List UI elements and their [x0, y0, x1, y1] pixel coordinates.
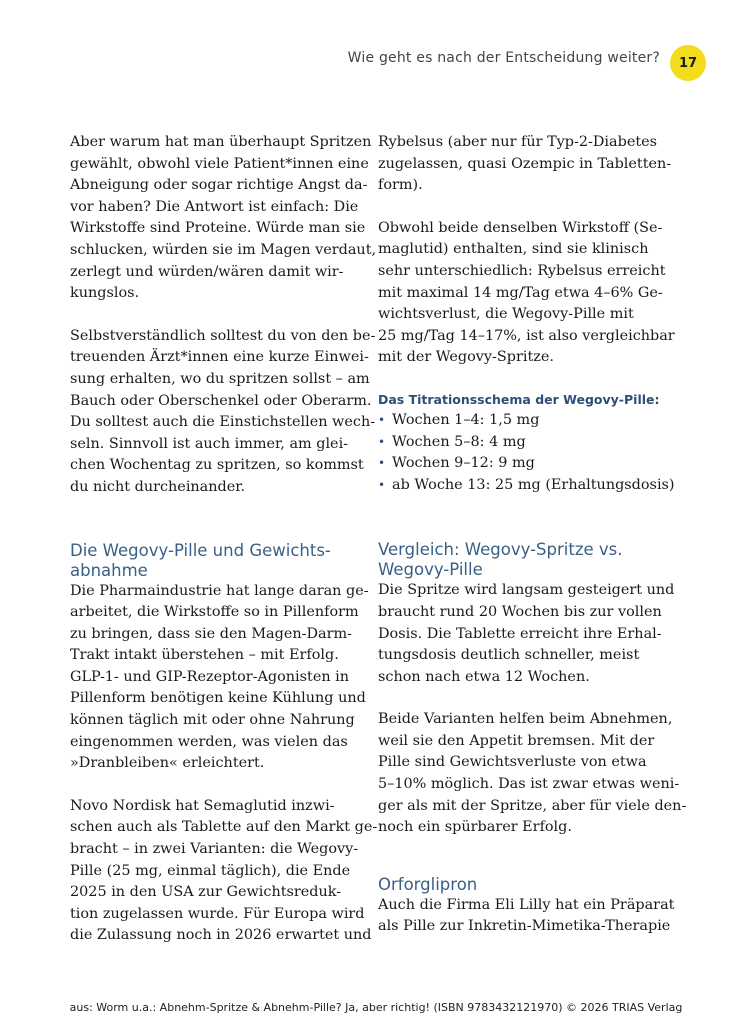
text-line: 25 mg/Tag 14–17%, ist also vergleichbar [378, 327, 675, 344]
list-item-text: Wochen 1–4: 1,5 mg [392, 411, 540, 428]
bullet-icon: • [378, 456, 386, 471]
text-line: gewählt, obwohl viele Patient*innen eine [70, 155, 369, 172]
text-line: maglutid) enthalten, sind sie klinisch [378, 241, 649, 258]
titration-schema [378, 390, 674, 496]
text-line: als Pille zur Inkretin-Mimetika-Therapie [378, 918, 671, 935]
text-line: Rybelsus (aber nur für Typ-2-Diabetes [378, 134, 658, 150]
text-line: Trakt intakt überstehen – mit Erfolg. [70, 647, 339, 664]
text-line: seln. Sinnvoll ist auch immer, am glei- [70, 435, 349, 452]
text-line: tion zugelassen wurde. Für Europa wird [70, 905, 365, 922]
text-line: mit maximal 14 mg/Tag etwa 4–6% Ge- [378, 284, 663, 301]
paragraph-dosing-speed [378, 580, 674, 688]
text-line: Novo Nordisk hat Semaglutid inzwi- [70, 797, 335, 814]
text-line: Die Spritze wird langsam gesteigert und [378, 582, 675, 599]
bullet-icon: • [378, 412, 386, 427]
text-line: Obwohl beide denselben Wirkstoff (Se- [378, 219, 663, 236]
text-line: chen Wochentag zu spritzen, so kommst [70, 457, 364, 474]
text-line: sung erhalten, wo du spritzen sollst – am [70, 370, 370, 387]
text-line: zu bringen, dass sie den Magen-Darm- [70, 625, 352, 642]
text-line: treuenden Ärzt*innen eine kurze Einwei- [70, 349, 369, 366]
section-heading-wegovy-pill [70, 541, 366, 581]
left-column [70, 132, 378, 968]
text-line: braucht rund 20 Wochen bis zur vollen [378, 603, 662, 620]
text-line: arbeitet, die Wirkstoffe so in Pillenform [70, 604, 359, 621]
text-line: bracht – in zwei Varianten: die Wegovy- [70, 841, 359, 858]
text-line: die Zulassung noch in 2026 erwartet und [70, 927, 372, 944]
text-line: weil sie den Appetit bremsen. Mit der [378, 732, 655, 749]
text-line: können täglich mit oder ohne Nahrung [70, 712, 355, 729]
text-line: Pille sind Gewichtsverluste von etwa [378, 754, 647, 771]
text-line: tungsdosis deutlich schneller, meist [378, 647, 640, 664]
paragraph-clinical-difference [378, 218, 674, 369]
text-line: schlucken, würden sie im Magen verdaut, [70, 241, 377, 258]
text-line: Beide Varianten helfen beim Abnehmen, [378, 711, 673, 728]
footer-citation: aus: Worm u.a.: Abnehm-Spritze & Abnehm-Pille? Ja, aber richtig! (ISBN 9783432121970) © 2026 TRIAS Verlag [69, 1001, 683, 1014]
text-line: ger als mit der Spritze, aber für viele den- [378, 797, 687, 814]
text-line: GLP-1- und GIP-Rezeptor-Agonisten in [70, 668, 350, 685]
paragraph-novo-nordisk [70, 796, 378, 947]
bullet-icon: • [378, 477, 386, 492]
text-line: Auch die Firma Eli Lilly hat ein Präparat [378, 896, 675, 913]
text-line: Dosis. Die Tablette erreicht ihre Erhal- [378, 625, 662, 642]
list-item [378, 432, 674, 454]
text-line: kungslos. [70, 285, 140, 302]
list-item-text: Wochen 5–8: 4 mg [392, 433, 526, 450]
list-item [378, 475, 674, 497]
text-line: Pille (25 mg, einmal täglich), die Ende [70, 862, 351, 879]
list-item-text: ab Woche 13: 25 mg (Erhaltungsdosis) [392, 476, 675, 493]
text-line: Die Pharmaindustrie hat lange daran ge- [70, 582, 369, 599]
section-heading-comparison [378, 540, 674, 580]
page-number-badge: 17 [670, 45, 706, 81]
list-item [378, 410, 674, 432]
text-line: noch ein spürbarer Erfolg. [378, 819, 572, 836]
text-line: Abneigung oder sogar richtige Angst da- [70, 177, 368, 194]
text-line: Pillenform benötigen keine Kühlung und [70, 690, 366, 707]
list-item-text: Wochen 9–12: 9 mg [392, 455, 535, 472]
text-line: zerlegt und würden/wären damit wir- [70, 263, 344, 280]
titration-schema-title: Das Titrationsschema der Wegovy-Pille: [378, 391, 660, 407]
heading-line: Die Wegovy-Pille und Gewichts- [70, 540, 331, 560]
paragraph-rybelsus [378, 132, 674, 197]
list-item [378, 453, 674, 475]
text-line: Bauch oder Oberschenkel oder Oberarm. [70, 392, 372, 409]
heading-line: Orforglipron [378, 874, 478, 894]
heading-line: Vergleich: Wegovy-Spritze vs. [378, 540, 623, 560]
text-line: Wirkstoffe sind Proteine. Würde man sie [70, 220, 366, 237]
paragraph-eli-lilly [378, 895, 674, 938]
text-line: »Dranbleiben« erleichtert. [70, 755, 265, 772]
text-line: schon nach etwa 12 Wochen. [378, 668, 590, 685]
heading-line: abnahme [70, 560, 148, 580]
text-line: du nicht durcheinander. [70, 478, 246, 495]
text-line: mit der Wegovy-Spritze. [378, 349, 554, 366]
heading-line: Wegovy-Pille [378, 560, 483, 580]
paragraph-weight-loss [378, 709, 687, 839]
text-line: wichtsverlust, die Wegovy-Pille mit [378, 306, 634, 323]
text-line: form). [378, 177, 423, 194]
bullet-icon: • [378, 434, 386, 449]
paragraph-injection-reason [70, 132, 377, 305]
text-line: Du solltest auch die Einstichstellen wech- [70, 414, 376, 431]
text-line: sehr unterschiedlich: Rybelsus erreicht [378, 262, 666, 279]
text-line: eingenommen werden, was vielen das [70, 733, 348, 750]
running-header-title: Wie geht es nach der Entscheidung weiter? [347, 50, 660, 66]
text-line: Selbstverständlich solltest du von den be- [70, 327, 376, 344]
text-line: 5–10% möglich. Das ist zwar etwas weni- [378, 776, 680, 793]
paragraph-injection-instructions [70, 326, 376, 499]
titration-schema-list [378, 410, 674, 496]
text-line: schen auch als Tablette auf den Markt ge- [70, 819, 378, 836]
text-line: zugelassen, quasi Ozempic in Tabletten- [378, 155, 672, 172]
paragraph-pill-development [70, 581, 369, 775]
right-column [378, 132, 687, 959]
text-line: vor haben? Die Antwort ist einfach: Die [70, 198, 359, 215]
section-heading-orforglipron [378, 875, 674, 895]
text-line: Aber warum hat man überhaupt Spritzen [70, 134, 372, 150]
text-line: 2025 in den USA zur Gewichtsreduk- [70, 884, 342, 901]
